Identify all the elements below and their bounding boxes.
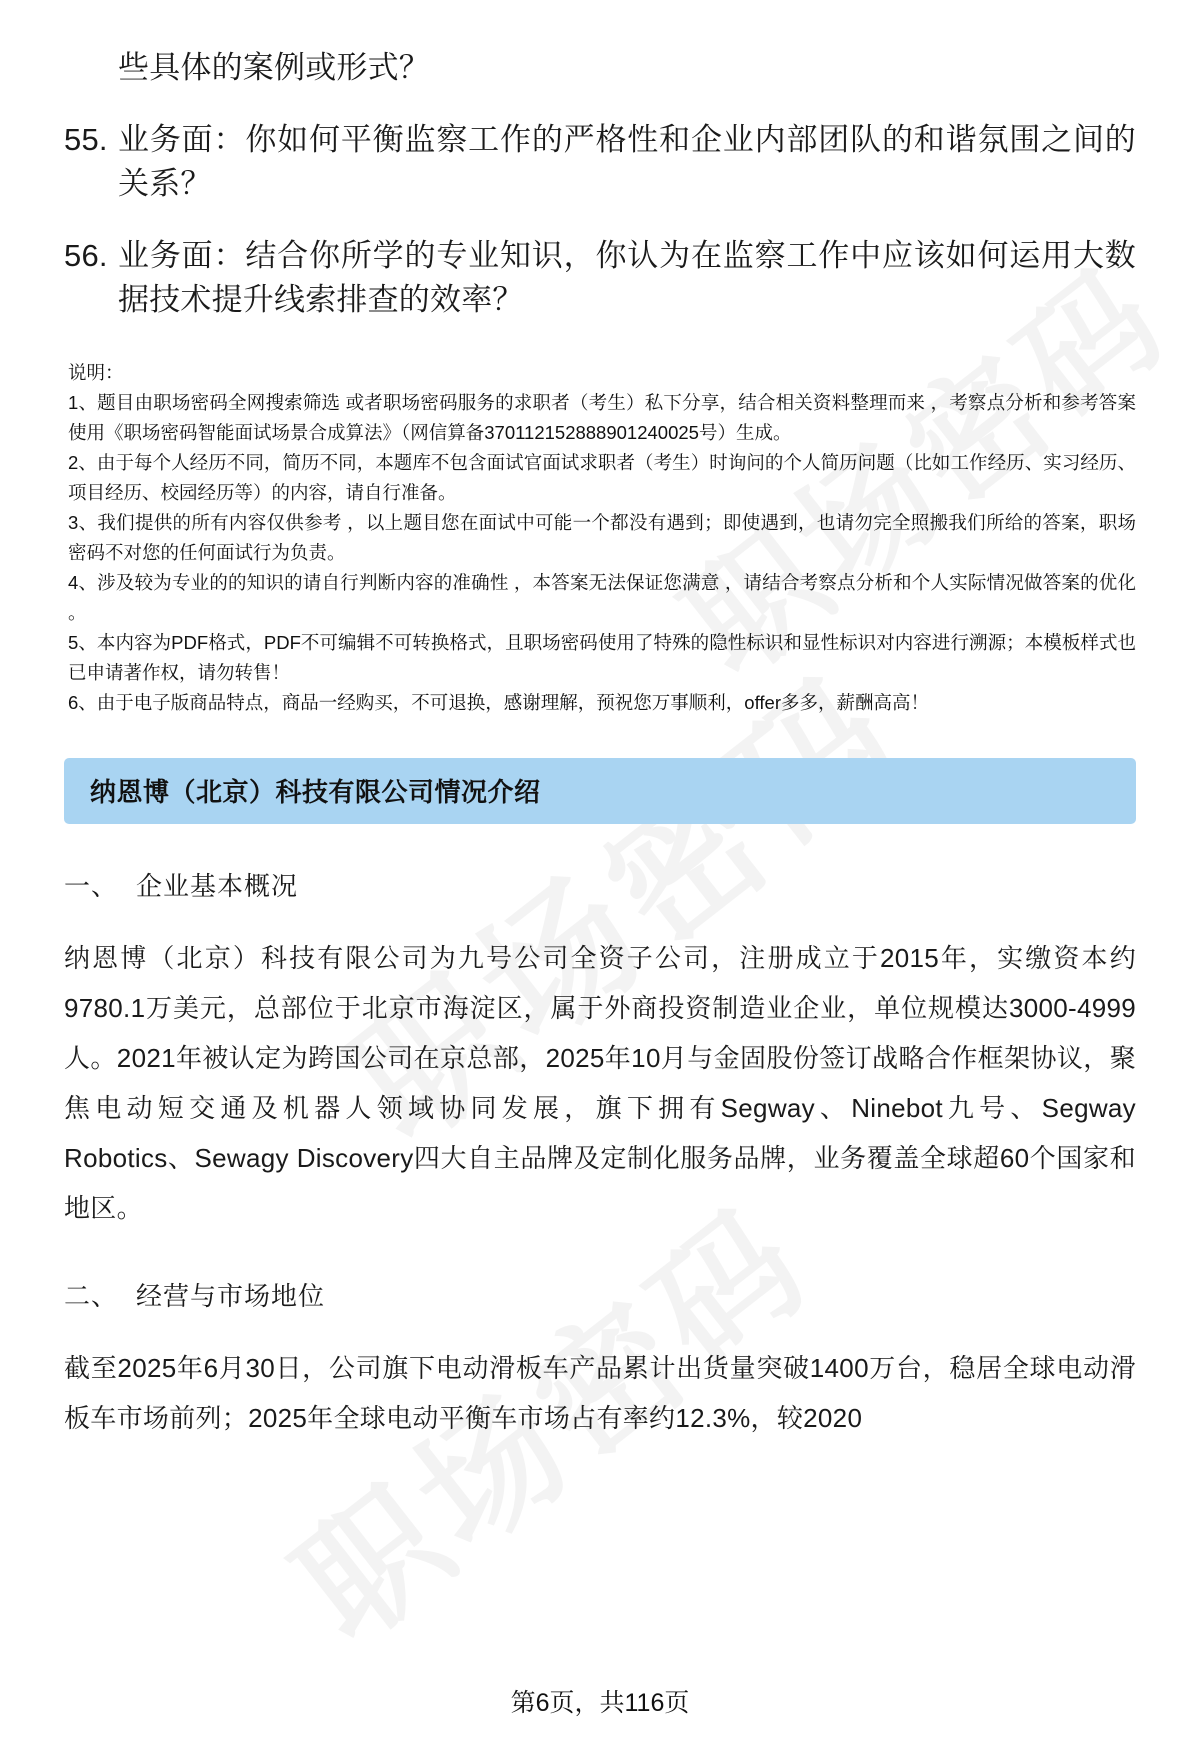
question-text: 业务面：你如何平衡监察工作的严格性和企业内部团队的和谐氛围之间的关系？ xyxy=(118,122,1136,202)
section-paragraph: 纳恩博（北京）科技有限公司为九号公司全资子公司，注册成立于2015年，实缴资本约9780.1万美元，总部位于北京市海淀区，属于外商投资制造业企业，单位规模达3000-4999人。2021年被认定为跨国公司在京总部，2025年10月与金固股份签订战略合作框架协议，聚焦电动短交通及机器人领域协同发展，旗下拥有Segway、Ninebot九号、Segway Robotics、Sewagy Discovery四大自主品牌及定制化服务品牌，业务覆盖全球超60个国家和地区。 xyxy=(64,943,1136,1223)
section-heading xyxy=(64,868,1136,904)
section-title: 经营与市场地位 xyxy=(136,1280,326,1311)
question-number: 55. xyxy=(64,122,108,158)
question-item xyxy=(64,118,1136,206)
note-item: 2、由于每个人经历不同，简历不同，本题库不包含面试官面试求职者（考生）时询问的个人简历问题（比如工作经历、实习经历、项目经历、校园经历等）的内容，请自行准备。 xyxy=(68,451,1136,503)
note-item: 1、题目由职场密码全网搜索筛选 或者职场密码服务的求职者（考生）私下分享，结合相关资料整理而来 ，考察点分析和参考答案使用《职场密码智能面试场景合成算法》（网信算备370112152888901240025号）生成。 xyxy=(68,392,1136,444)
notes-block xyxy=(64,358,1136,718)
section-ordinal: 二、 xyxy=(64,1280,119,1311)
question-item xyxy=(64,234,1136,322)
note-item: 6、由于电子版商品特点，商品一经购买，不可退换，感谢理解，预祝您万事顺利，offer多多，薪酬高高！ xyxy=(68,691,929,713)
continued-question-tail: 些具体的案例或形式？ xyxy=(118,50,430,85)
note-item: 5、本内容为PDF格式，PDF不可编辑不可转换格式，且职场密码使用了特殊的隐性标识和显性标识对内容进行溯源；本模板样式也已申请著作权，请勿转售！ xyxy=(68,631,1136,683)
page-footer: 第6页，共116页 xyxy=(510,1689,690,1717)
note-item: 3、我们提供的所有内容仅供参考 ，以上题目您在面试中可能一个都没有遇到；即使遇到，也请勿完全照搬我们所给的答案，职场密码不对您的任何面试行为负责。 xyxy=(68,511,1136,563)
notes-heading: 说明： xyxy=(68,362,124,384)
section-ordinal: 一、 xyxy=(64,870,119,901)
section-heading xyxy=(64,1278,1136,1314)
banner-title: 纳恩博（北京）科技有限公司情况介绍 xyxy=(90,777,541,808)
section-title: 企业基本概况 xyxy=(136,870,299,901)
section-paragraph: 截至2025年6月30日，公司旗下电动滑板车产品累计出货量突破1400万台，稳居全球电动滑板车市场前列；2025年全球电动平衡车市场占有率约12.3%，较2020 xyxy=(64,1352,1136,1433)
question-number: 56. xyxy=(64,238,108,274)
company-intro-banner xyxy=(64,758,1136,824)
note-item: 4、涉及较为专业的的知识的请自行判断内容的准确性 ，本答案无法保证您满意 ，请结合考察点分析和个人实际情况做答案的优化 。 xyxy=(68,571,1136,623)
question-text: 业务面：结合你所学的专业知识，你认为在监察工作中应该如何运用大数据技术提升线索排查的效率？ xyxy=(118,238,1136,318)
